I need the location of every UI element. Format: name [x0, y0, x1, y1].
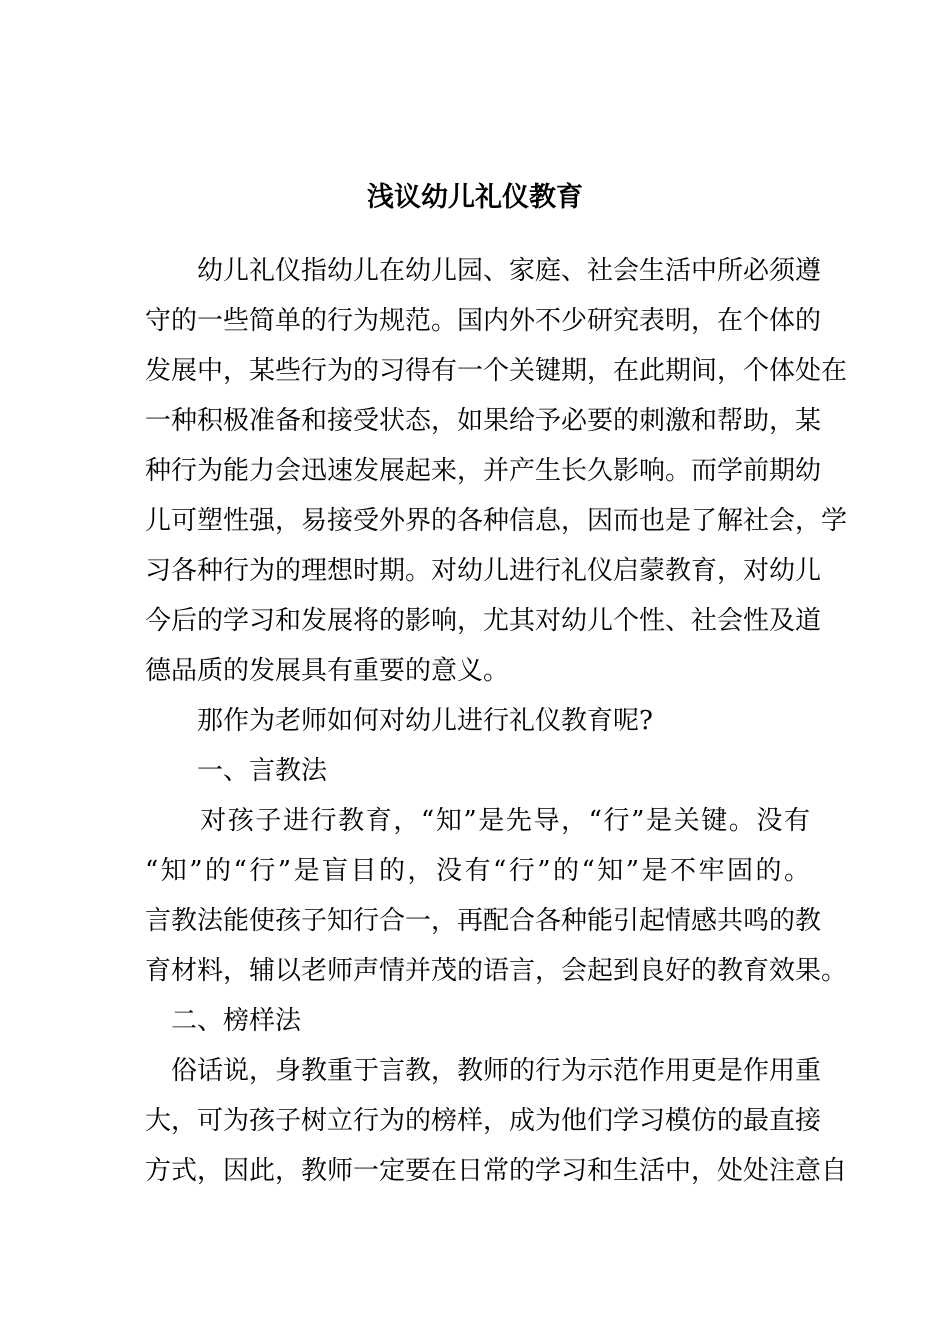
document-title: 浅议幼儿礼仪教育: [367, 182, 583, 213]
body-line: 幼儿礼仪指幼儿在幼儿园、家庭、社会生活中所必须遵: [145, 256, 822, 286]
body-line: 今后的学习和发展将的影响，尤其对幼儿个性、社会性及道: [145, 606, 822, 636]
body-line: 种行为能力会迅速发展起来，并产生长久影响。而学前期幼: [145, 456, 822, 486]
section-heading-2: 二、榜样法: [145, 1006, 302, 1036]
body-line: 方式，因此，教师一定要在日常的学习和生活中，处处注意自: [145, 1156, 848, 1186]
body-line: 习各种行为的理想时期。对幼儿进行礼仪启蒙教育，对幼儿: [145, 556, 822, 586]
body-line: 守的一些简单的行为规范。国内外不少研究表明，在个体的: [145, 306, 822, 336]
section-heading-1: 一、言教法: [145, 756, 328, 786]
body-line: 一种积极准备和接受状态，如果给予必要的刺激和帮助，某: [145, 406, 822, 436]
body-line: 德品质的发展具有重要的意义。: [145, 656, 510, 686]
body-line: 大，可为孩子树立行为的榜样，成为他们学习模仿的最直接: [145, 1106, 822, 1136]
body-line: 发展中，某些行为的习得有一个关键期，在此期间，个体处在: [145, 356, 848, 386]
body-line: 言教法能使孩子知行合一，再配合各种能引起情感共鸣的教: [145, 906, 822, 936]
body-line: 育材料，辅以老师声情并茂的语言，会起到良好的教育效果。: [145, 956, 848, 986]
body-line: 对孩子进行教育，“知”是先导，“行”是关键。没有: [145, 806, 810, 836]
body-line: 儿可塑性强，易接受外界的各种信息，因而也是了解社会，学: [145, 506, 848, 536]
body-line: 那作为老师如何对幼儿进行礼仪教育呢?: [145, 706, 653, 736]
body-line: 俗话说，身教重于言教，教师的行为示范作用更是作用重: [145, 1056, 822, 1086]
body-line: “知”的“行”是盲目的，没有“行”的“知”是不牢固的。: [145, 856, 810, 886]
